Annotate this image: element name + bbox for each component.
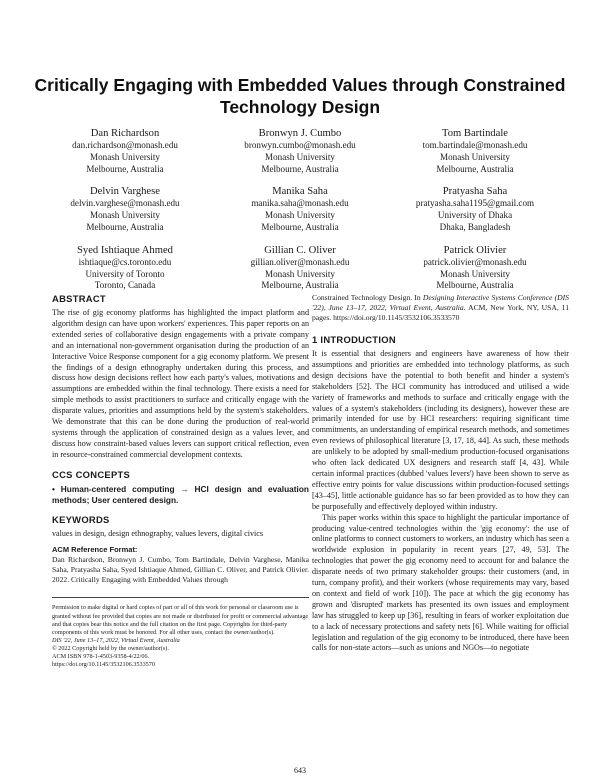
author [215, 185, 385, 233]
intro-heading: 1 INTRODUCTION [312, 334, 396, 345]
ccs-heading: CCS CONCEPTS [52, 468, 131, 480]
copyright-line: © 2022 Copyright held by the owner/author(s). [52, 644, 169, 652]
author-location: Melbourne, Australia [261, 163, 339, 174]
reference-format-heading: ACM Reference Format: [52, 545, 138, 555]
author-row [40, 244, 560, 292]
author-name: Bronwyn J. Cumbo [258, 128, 342, 139]
author [40, 244, 210, 292]
author-name: Patrick Olivier [443, 244, 507, 256]
author-location: Melbourne, Australia [261, 280, 339, 291]
author-email[interactable]: delvin.varghese@monash.edu [70, 198, 180, 209]
author-location: Melbourne, Australia [86, 163, 164, 174]
author-name: Tom Bartindale [441, 128, 509, 139]
reference-format-continued [312, 293, 569, 323]
author-email[interactable]: manika.saha@monash.edu [251, 198, 349, 209]
author-location: Dhaka, Bangladesh [439, 221, 511, 232]
keywords-heading: KEYWORDS [52, 513, 110, 525]
author-row [40, 185, 560, 233]
author-name: Manika Saha [272, 186, 328, 198]
keywords-text: values in design, design ethnography, values levers, digital civics [52, 528, 263, 538]
author-email[interactable]: dan.richardson@monash.edu [72, 140, 178, 150]
author-affiliation: Monash University [90, 210, 160, 221]
right-column [312, 293, 569, 654]
reference-cont-text: Constrained Technology Design. In [312, 293, 423, 302]
author-name: Dan Richardson [90, 128, 160, 139]
author-email[interactable]: patrick.olivier@monash.edu [423, 256, 527, 267]
author-block [40, 127, 560, 302]
ccs-concepts: • Human-centered computing → HCI design and evaluation methods; User centered design. [52, 483, 309, 505]
reference-venue: Designing Interactive Systems Conference (DIS '22), June 13–17, 2022, Virtual Event, Australia. [312, 293, 569, 312]
author-affiliation: Monash University [265, 151, 335, 162]
author-location: Melbourne, Australia [86, 221, 164, 232]
author-row [40, 127, 560, 175]
author-affiliation: Monash University [90, 151, 160, 162]
page-number: 643 [294, 766, 306, 775]
paper-title: Critically Engaging with Embedded Values through Constrained Technology Design [34, 75, 566, 117]
author-name: Gillian C. Oliver [264, 244, 336, 256]
author-affiliation: University of Toronto [85, 268, 165, 279]
reference-format-text: Dan Richardson, Bronwyn J. Cumbo, Tom Bartindale, Delvin Varghese, Manika Saha, Pratyasha Saha, Syed Ishtiaque Ahmed, Gillian C. Oliver, and Patrick Olivier. 2022. Critically Engaging with Embedded Values through [52, 555, 309, 585]
author-email[interactable]: ishtiaque@cs.toronto.edu [78, 256, 172, 267]
author-affiliation: Monash University [440, 268, 510, 279]
author-name: Pratyasha Saha [442, 186, 508, 198]
author-affiliation: Monash University [265, 210, 335, 221]
author [390, 185, 560, 233]
author [390, 244, 560, 292]
permission-notice: Permission to make digital or hard copies of part or all of this work for personal or classroom use is granted without fee provided that copies are not made or distributed for profit or commercial advantage and that copies bear this notice and the full citation on the first page. Copyrights for third-party components of this work must be honored. For all other uses, contact the owner/author(s). [52, 604, 309, 636]
reference-cont-tail: ACM, New York, NY, USA, 11 pages. https://doi.org/10.1145/3532106.3533570 [312, 303, 569, 322]
intro-paragraph-1: It is essential that designers and engineers have awareness of how their assumptions and priorities are embedded into technology platforms, as such design decisions have the potential to both benefit and hinder a system's stakeholders [52]. The HCI community has introduced and utilised a wide variety of frameworks and methods to surface and critically engage with the values of a system's stakeholders (including its designers), however these are primarily intended for use by HCI researchers: requiring significant time commitments, an understanding of empirical research methods, and sometimes even reviews of philosophical literature [3, 17, 18, 44]. As such, these methods are unlikely to be adopted by small-medium production-focused organisations who often lack dedicated UX designers and research staff [4, 43]. While certain informal practices (dubbed 'values levers') have been shown to serve as effective entry points for value discussions within production-focused settings [43–45], little actionable guidance has so far been provided as to how they can be purposefully and effectively deployed within industry. [312, 349, 569, 511]
conference-line: DIS '22, June 13–17, 2022, Virtual Event, Australia [52, 636, 180, 644]
author-email[interactable]: gillian.oliver@monash.edu [250, 256, 350, 267]
abstract-text: The rise of gig economy platforms has highlighted the impact platform and algorithm design can have upon workers' experiences. This paper reports on an extended series of collaborative design engagements with a private company and an international non-government organisation during the production of an Interactive Voice Response component for a gig economy platform. We present the findings of a design ethnography undertaken during this process, and discuss how design decisions reflect how each party's values, motivations and assumptions are embedded within the final technology. There exists a need for simple methods to assist practitioners to surface and critically engage with the disparate values, priorities and assumptions held by the system's stakeholders. We demonstrate that this can be done during the production of real-world systems through the application of constrained design as a values lever, and discuss how constraint-based values levers can support critical reflection, even in resource-constrained commercial development contexts. [52, 308, 309, 459]
author [40, 185, 210, 233]
author-location: Melbourne, Australia [436, 280, 514, 291]
left-column [52, 293, 309, 669]
author-location: Melbourne, Australia [261, 221, 339, 232]
abstract-heading: ABSTRACT [52, 293, 106, 304]
author [215, 127, 385, 175]
footnote-rule [52, 597, 309, 598]
author-name: Delvin Varghese [90, 186, 160, 198]
author [40, 127, 210, 175]
author-location: Toronto, Canada [94, 280, 156, 291]
doi-link[interactable]: https://doi.org/10.1145/3532106.3533570 [52, 661, 155, 669]
author-name: Syed Ishtiaque Ahmed [77, 244, 173, 256]
isbn-line: ACM ISBN 978-1-4503-9358-4/22/06. [52, 652, 150, 660]
intro-paragraph-2: This paper works within this space to highlight the particular importance of producing value-centred technologies within the 'gig economy': the use of online platforms to connect customers to workers, an industry which has seen a worldwide explosion in popularity in recent years [27, 49, 53]. The technologies that power the gig economy need to account for and balance the disparate needs of two primary stakeholder groups: their customers (and, in turn, company profit), and their workers (whose requirements may vary, based on context and field of work [10]). The pace at which the gig economy has grown and 'disrupted' markets has presented its own issues and employment law has struggled to keep up [36], resulting in fears of worker exploitation due to a lack of necessary protections and safety nets [6]. While waiting for official legislation and regulation of the gig economy to be introduced, there have been calls for non-state actors—such as unions and NGOs—to negotiate [312, 512, 569, 653]
author-location: Melbourne, Australia [436, 163, 514, 174]
author-affiliation: Monash University [440, 151, 510, 162]
author [215, 244, 385, 292]
author-email[interactable]: pratyasha.saha1195@gmail.com [415, 198, 535, 209]
author [390, 127, 560, 175]
author-affiliation: Monash University [265, 268, 335, 279]
author-affiliation: University of Dhaka [437, 210, 513, 221]
author-email[interactable]: tom.bartindale@monash.edu [422, 140, 528, 150]
author-email[interactable]: bronwyn.cumbo@monash.edu [244, 140, 356, 150]
